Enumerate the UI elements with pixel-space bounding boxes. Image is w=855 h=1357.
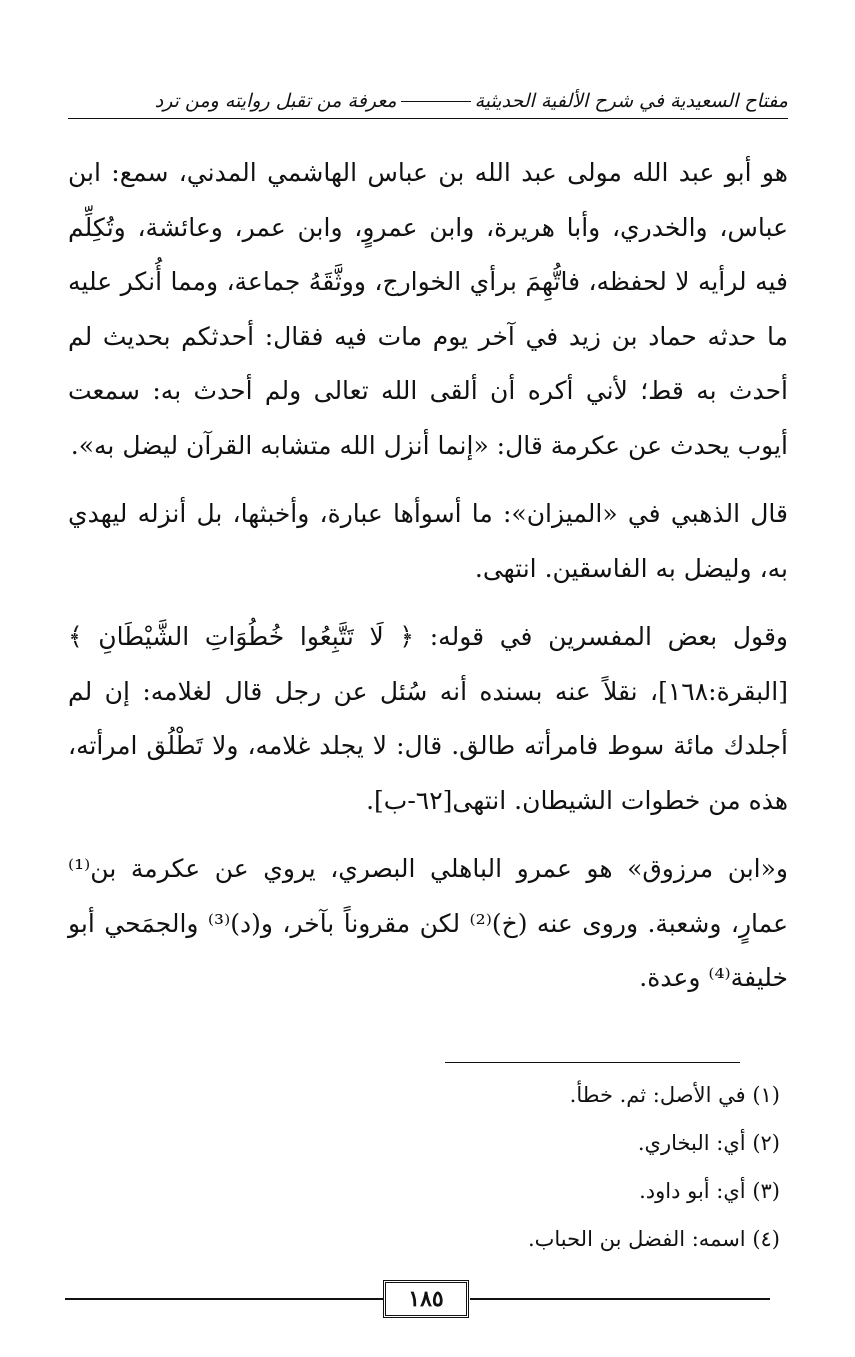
footnote-2: (٢) أي: البخاري. — [637, 1131, 780, 1155]
footer-rule-left — [65, 1298, 383, 1300]
chapter-title: معرفة من تقبل روايته ومن ترد — [154, 90, 397, 112]
paragraph-ibn-marzuq: و«ابن مرزوق» هو عمرو الباهلي البصري، يروي عن عكرمة بن⁽¹⁾ عمارٍ، وشعبة. وروى عنه (خ)⁽²⁾ لكن مقروناً بآخر، و(د)⁽³⁾ والجمَحي أبو خليفة⁽⁴⁾ وعدة. — [68, 854, 789, 992]
paragraph-mufassirin: وقول بعض المفسرين في قوله: ﴿ لَا تَتَّبِعُوا خُطُوَاتِ الشَّيْطَانِ ﴾[البقرة:١٦٨]، نقلاً عنه بسنده أنه سُئل عن رجل قال لغلامه: إن لم أجلدك مائة سوط فامرأته طالق. قال: لا يجلد غلامه، ولا تَطْلُق امرأته، هذه من خطوات الشيطان. انتهى[٦٢-ب]. — [68, 622, 788, 815]
main-text — [68, 146, 788, 1006]
paragraph-ikrima-bio: هو أبو عبد الله مولى عبد الله بن عباس الهاشمي المدني، سمع: ابن عباس، والخدري، وأبا هريرة، وابن عمروٍ، وابن عمر، وعائشة، وتُكِلِّم فيه لرأيه لا لحفظه، فاتُّهِمَ برأي الخوارج، ووثَّقَهُ جماعة، ومما أُنكر عليه ما حدثه حماد بن زيد في آخر يوم مات فيه فقال: أحدثكم بحديث لم أحدث به قط؛ لأني أكره أن ألقى الله تعالى ولم أحدث به: سمعت أيوب يحدث عن عكرمة قال: «إنما أنزل الله متشابه القرآن ليضل به». — [68, 158, 788, 460]
running-header — [68, 84, 788, 118]
footnotes — [68, 1076, 780, 1268]
footnote-rule — [445, 1062, 740, 1063]
header-rule — [68, 118, 788, 119]
footer-rule-right — [470, 1298, 770, 1300]
paragraph-dhahabi: قال الذهبي في «الميزان»: ما أسوأها عبارة، وأخبثها، بل أنزله ليهدي به، وليضل به الفاسقين. انتهى. — [68, 499, 788, 583]
footnote-1: (١) في الأصل: ثم. خطأ. — [569, 1083, 780, 1107]
footnote-3: (٣) أي: أبو داود. — [639, 1179, 780, 1203]
header-dash — [401, 101, 471, 102]
book-title: مفتاح السعيدية في شرح الألفية الحديثية — [474, 90, 788, 112]
page-number: ١٨٥ — [383, 1280, 469, 1318]
footnote-4: (٤) اسمه: الفضل بن الحباب. — [527, 1227, 780, 1251]
